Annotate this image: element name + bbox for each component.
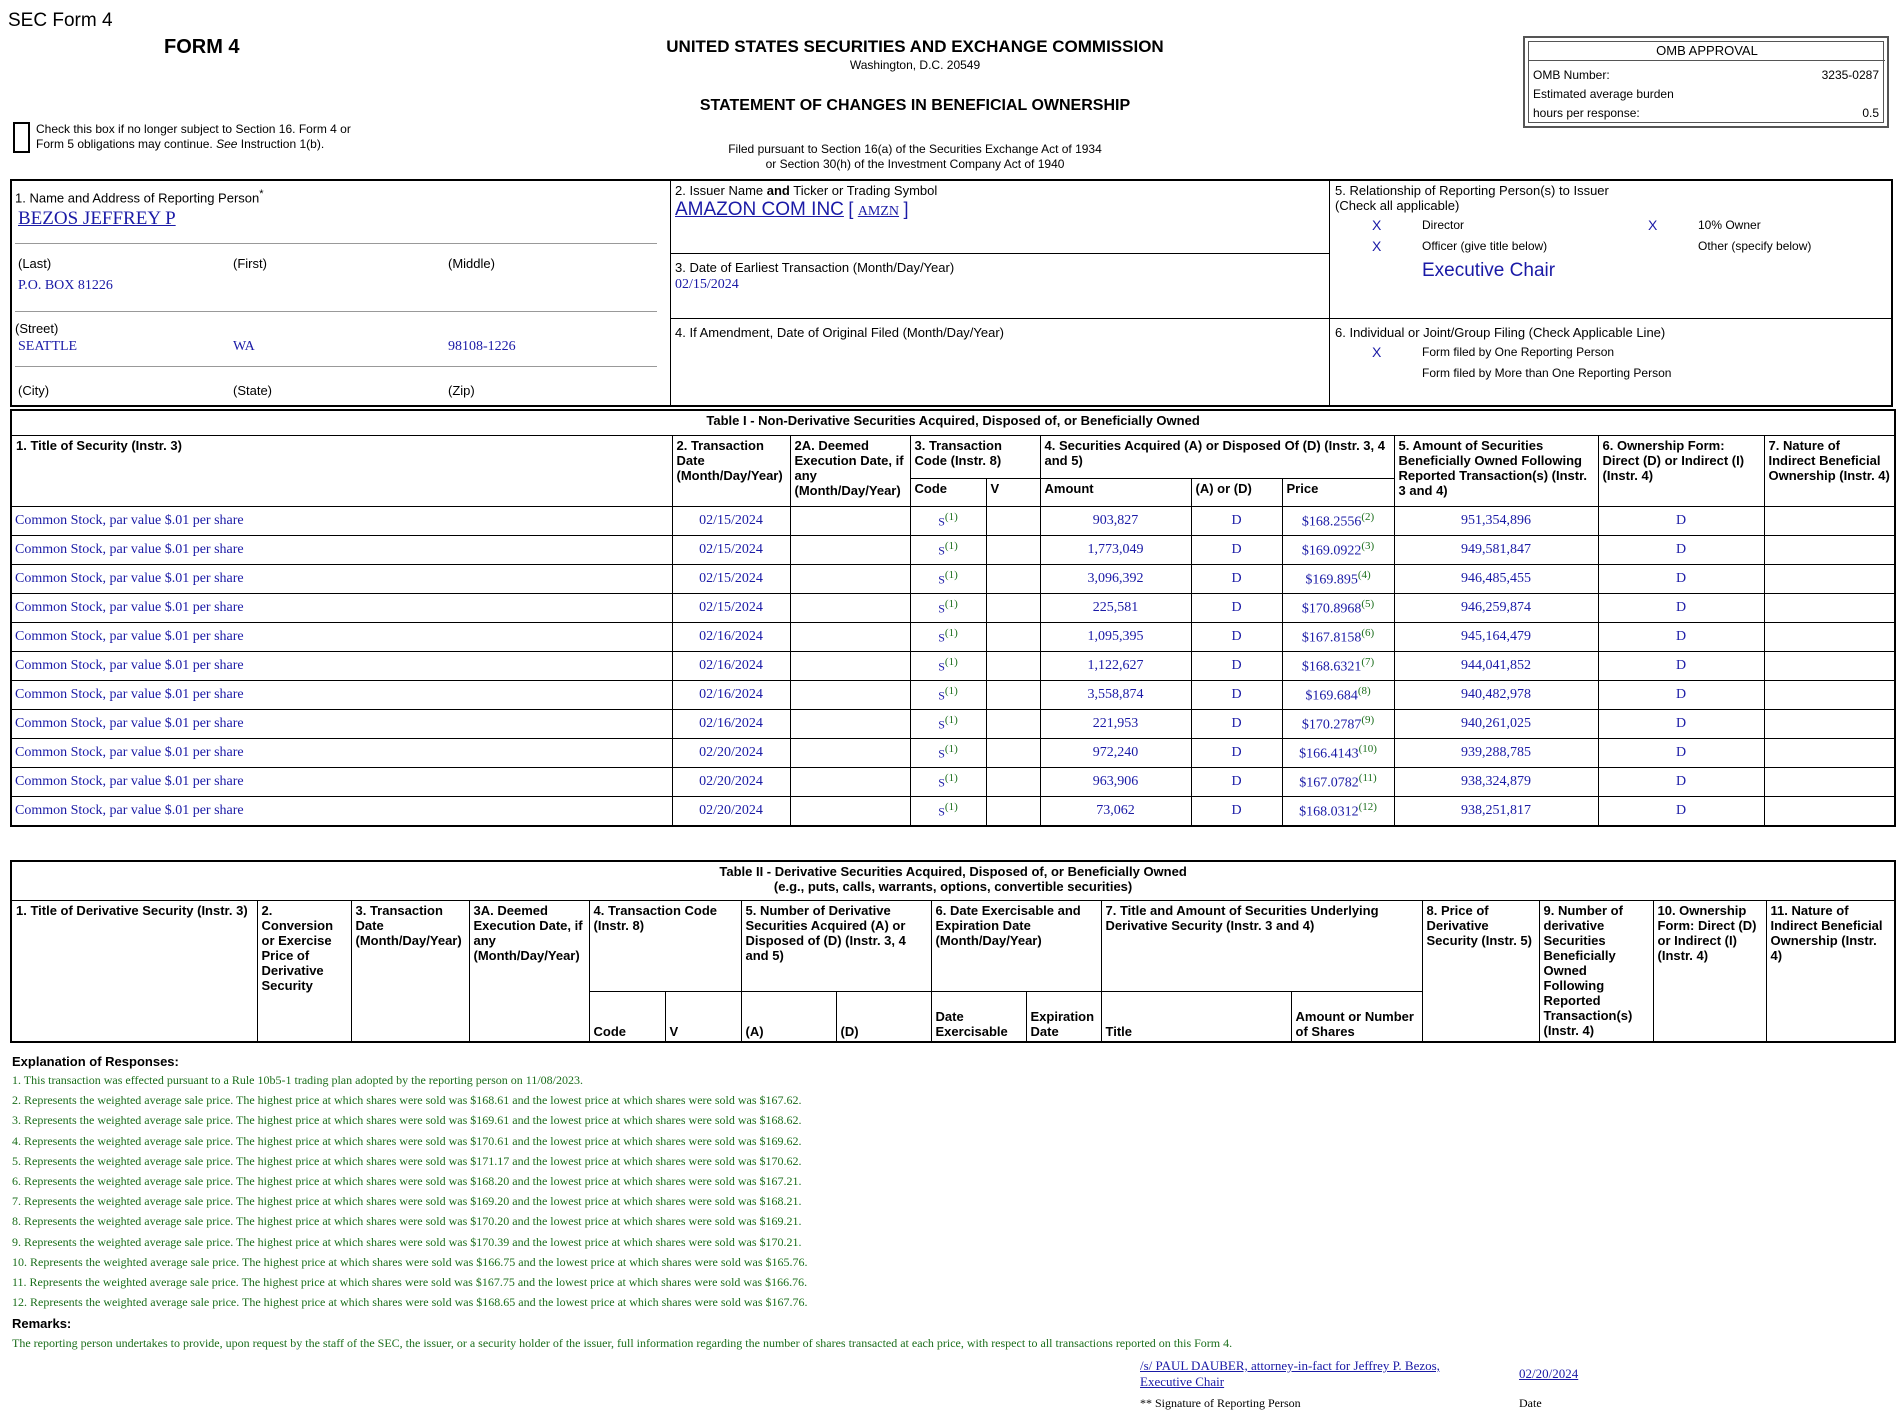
footnote-ref: (1) [944,598,958,611]
agency-title: UNITED STATES SECURITIES AND EXCHANGE COMMISSION [666,37,1164,56]
amount: 903,827 [1040,507,1191,536]
table-row [11,681,1895,710]
reporting-person-label: 1. Name and Address of Reporting Person* [15,188,264,206]
amount-owned: 939,288,785 [1394,739,1598,768]
first-label: (First) [233,256,267,271]
t2-h-underlying: 7. Title and Amount of Securities Underlying Derivative Security (Instr. 3 and 4) [1101,901,1422,992]
footnote-item: 7. Represents the weighted average sale price. The highest price at which shares were sold was $169.20 and the lowest price at which shares were sold was $168.21. [12,1194,802,1209]
filing-label: 6. Individual or Joint/Group Filing (Check Applicable Line) [1335,325,1666,340]
signature-caption: ** Signature of Reporting Person [1140,1396,1301,1410]
transaction-date: 02/15/2024 [672,565,790,594]
acquired-disposed: D [1191,623,1282,652]
t2-h-code-sub: Code [589,992,665,1043]
amount-owned: 938,324,879 [1394,768,1598,797]
sec-form-label: SEC Form 4 [8,10,113,31]
explanation-label: Explanation of Responses: [12,1054,179,1069]
ownership-form: D [1598,739,1764,768]
t2-h-date: 3. Transaction Date (Month/Day/Year) [351,901,469,1043]
amount-owned: 949,581,847 [1394,536,1598,565]
price: $168.6321$^{(7)}$ [1282,652,1394,681]
ownership-form: D [1598,536,1764,565]
deemed-date [790,507,910,536]
t1-h-ownership-form: 6. Ownership Form: Direct (D) or Indirect (I) (Instr. 4) [1598,436,1764,507]
omb-burden-2: hours per response: [1533,106,1640,120]
footnote-ref: (7) [1361,656,1375,669]
price: $170.8968$^{(5)}$ [1282,594,1394,623]
footnote-item: 4. Represents the weighted average sale price. The highest price at which shares were sold was $170.61 and the lowest price at which shares were sold was $169.62. [12,1133,802,1148]
amendment-label: 4. If Amendment, Date of Original Filed (Month/Day/Year) [675,325,1005,340]
remarks-label: Remarks: [12,1316,72,1331]
footnote-item: 2. Represents the weighted average sale price. The highest price at which shares were sold was $168.61 and the lowest price at which shares were sold was $167.62. [12,1093,802,1108]
agency-location: Washington, D.C. 20549 [849,58,981,72]
price: $169.0922$^{(3)}$ [1282,536,1394,565]
table-row [11,623,1895,652]
amount-owned: 945,164,479 [1394,623,1598,652]
deemed-date [790,739,910,768]
transaction-code: $S^{(1)}$ [910,652,986,681]
t2-h-number: 5. Number of Derivative Securities Acquired (A) or Disposed of (D) (Instr. 3, 4 and 5) [741,901,931,992]
footnote-ref: (5) [1361,598,1375,611]
box3-bottom [670,318,1330,319]
amount: 1,122,627 [1040,652,1191,681]
t1-h-acquired: 4. Securities Acquired (A) or Disposed Of (D) (Instr. 3, 4 and 5) [1040,436,1394,479]
form-title: FORM 4 [164,36,240,58]
table-row [11,797,1895,827]
t1-h-code-sub: Code [910,479,986,507]
t2-h-a-sub: (A) [741,992,836,1043]
ownership-form: D [1598,710,1764,739]
security-title: Common Stock, par value $.01 per share [11,768,672,797]
nature [1764,710,1895,739]
footnote-ref: (1) [944,656,958,669]
footnote-ref: (8) [1357,685,1371,698]
box1-divider-3 [15,366,657,367]
v-cell [986,681,1040,710]
box2-bottom [670,253,1330,254]
acquired-disposed: D [1191,739,1282,768]
amount-owned: 951,354,896 [1394,507,1598,536]
ownership-form: D [1598,623,1764,652]
address-value: P.O. BOX 81226 [18,278,113,293]
t2-h-title: 1. Title of Derivative Security (Instr. 3) [11,901,257,1043]
officer-title: Executive Chair [1422,260,1556,281]
security-title: Common Stock, par value $.01 per share [11,797,672,827]
nature [1764,623,1895,652]
table-1-title: Table I - Non-Derivative Securities Acquired, Disposed of, or Beneficially Owned [11,410,1895,436]
date-caption: Date [1519,1396,1542,1410]
table-row [11,565,1895,594]
deemed-date [790,594,910,623]
amount-owned: 938,251,817 [1394,797,1598,827]
signature-link[interactable]: /s/ PAUL DAUBER, attorney-in-fact for Jeffrey P. Bezos, Executive Chair [1140,1358,1440,1389]
t2-h-nature: 11. Nature of Indirect Beneficial Ownership (Instr. 4) [1766,901,1895,1043]
ownership-form: D [1598,565,1764,594]
acquired-disposed: D [1191,681,1282,710]
price: $170.2787$^{(9)}$ [1282,710,1394,739]
amount: 3,096,392 [1040,565,1191,594]
transaction-date: 02/20/2024 [672,768,790,797]
nature [1764,594,1895,623]
acquired-disposed: D [1191,594,1282,623]
deemed-date [790,768,910,797]
box1-divider-2 [15,311,657,312]
city-value: SEATTLE [18,339,78,354]
t1-h-amount-owned: 5. Amount of Securities Beneficially Owned Following Reported Transaction(s) (Instr. 3 and 4) [1394,436,1598,507]
transaction-date: 02/15/2024 [672,594,790,623]
t1-h-nature: 7. Nature of Indirect Beneficial Ownership (Instr. 4) [1764,436,1895,507]
price: $168.2556$^{(2)}$ [1282,507,1394,536]
transaction-code: $S^{(1)}$ [910,565,986,594]
footnote-ref: (1) [944,714,958,727]
state-value: WA [233,339,255,354]
security-title: Common Stock, par value $.01 per share [11,536,672,565]
t1-h-code: 3. Transaction Code (Instr. 8) [910,436,1040,479]
transaction-date: 02/16/2024 [672,710,790,739]
t2-h-owned: 9. Number of derivative Securities Beneficially Owned Following Reported Transaction(s) (Instr. 4) [1539,901,1653,1043]
relationship-label-2: (Check all applicable) [1335,198,1460,213]
ownership-form: D [1598,797,1764,827]
nature [1764,681,1895,710]
omb-hours: 0.5 [1862,106,1879,120]
footnote-ref: (1) [944,772,958,785]
omb-number-label: OMB Number: [1533,68,1610,82]
transaction-code: $S^{(1)}$ [910,797,986,827]
t1-h-price-sub: Price [1282,479,1394,507]
footnote-ref: (3) [1361,540,1375,553]
transaction-code: $S^{(1)}$ [910,507,986,536]
acquired-disposed: D [1191,797,1282,827]
v-cell [986,739,1040,768]
section16-text-1: Check this box if no longer subject to Section 16. Form 4 or [36,122,351,136]
footnote-item: 9. Represents the weighted average sale price. The highest price at which shares were sold was $170.39 and the lowest price at which shares were sold was $170.21. [12,1234,802,1249]
omb-approval-box [1523,36,1889,128]
t1-h-title: 1. Title of Security (Instr. 3) [11,436,672,507]
remarks-text: The reporting person undertakes to provide, upon request by the staff of the SEC, the issuer, or a security holder of the issuer, full information regarding the number of shares transacted at each price, with respect to all transactions reported on this Form 4. [12,1336,1233,1350]
ten-pct-label: 10% Owner [1698,218,1761,232]
omb-burden-1: Estimated average burden [1533,87,1674,101]
table-row [11,536,1895,565]
officer-check: X [1372,238,1382,254]
footnote-ref: (6) [1361,627,1375,640]
director-check: X [1372,217,1382,233]
t1-h-date: 2. Transaction Date (Month/Day/Year) [672,436,790,507]
zip-label: (Zip) [448,383,475,398]
transaction-code: $S^{(1)}$ [910,594,986,623]
footnote-item: 6. Represents the weighted average sale price. The highest price at which shares were sold was $168.20 and the lowest price at which shares were sold was $167.21. [12,1174,802,1188]
omb-title: OMB APPROVAL [1529,43,1885,61]
t2-h-exp-sub: Expiration Date [1026,992,1101,1043]
table-2-title: Table II - Derivative Securities Acquired, Disposed of, or Beneficially Owned (e.g., puts, calls, warrants, options, convertible securities) [11,861,1895,901]
t2-h-deemed: 3A. Deemed Execution Date, if any (Month/Day/Year) [469,901,589,1043]
acquired-disposed: D [1191,710,1282,739]
ownership-form: D [1598,594,1764,623]
price: $168.0312$^{(12)}$ [1282,797,1394,827]
deemed-date [790,536,910,565]
acquired-disposed: D [1191,536,1282,565]
amount-owned: 940,482,978 [1394,681,1598,710]
nature [1764,536,1895,565]
t1-h-deemed: 2A. Deemed Execution Date, if any (Month/Day/Year) [790,436,910,507]
nature [1764,652,1895,681]
t1-h-amount-sub: Amount [1040,479,1191,507]
issuer-value: AMAZON COM INC [ AMZN ] [675,199,909,220]
acquired-disposed: D [1191,565,1282,594]
footnote-ref: (11) [1358,772,1377,785]
officer-label: Officer (give title below) [1422,239,1548,253]
amount: 963,906 [1040,768,1191,797]
price: $169.684$^{(8)}$ [1282,681,1394,710]
more-person-label: Form filed by More than One Reporting Person [1422,366,1672,380]
transaction-code: $S^{(1)}$ [910,710,986,739]
footnote-item: 10. Represents the weighted average sale price. The highest price at which shares were sold was $166.75 and the lowest price at which shares were sold was $165.76. [12,1254,808,1269]
t2-h-code: 4. Transaction Code (Instr. 8) [589,901,741,992]
last-label: (Last) [18,256,52,271]
acquired-disposed: D [1191,652,1282,681]
transaction-date: 02/15/2024 [672,536,790,565]
state-label: (State) [233,383,273,398]
omb-number: 3235-0287 [1821,68,1879,82]
zip-value: 98108-1226 [448,339,516,354]
v-cell [986,507,1040,536]
t2-h-d-sub: (D) [836,992,931,1043]
acquired-disposed: D [1191,768,1282,797]
v-cell [986,536,1040,565]
issuer-link[interactable]: AMAZON COM INC [675,199,844,220]
amount: 972,240 [1040,739,1191,768]
deemed-date [790,710,910,739]
other-label: Other (specify below) [1698,239,1812,253]
footnote-item: 11. Represents the weighted average sale price. The highest price at which shares were sold was $167.75 and the lowest price at which shares were sold was $166.76. [12,1275,808,1289]
box5-bottom [1330,318,1893,319]
v-cell [986,623,1040,652]
deemed-date [790,623,910,652]
footnote-ref: (1) [944,743,958,756]
nature [1764,768,1895,797]
relationship-label-1: 5. Relationship of Reporting Person(s) to Issuer [1335,183,1609,198]
table-row [11,710,1895,739]
t2-h-exercisable: 6. Date Exercisable and Expiration Date (Month/Day/Year) [931,901,1101,992]
acquired-disposed: D [1191,507,1282,536]
t2-h-conversion: 2. Conversion or Exercise Price of Derivative Security [257,901,351,1043]
transaction-code: $S^{(1)}$ [910,681,986,710]
amount-owned: 940,261,025 [1394,710,1598,739]
v-cell [986,565,1040,594]
t2-h-underlying-title-sub: Title [1101,992,1291,1043]
t2-h-v-sub: V [665,992,741,1043]
middle-label: (Middle) [448,256,495,271]
v-cell [986,768,1040,797]
t2-h-date-ex-sub: Date Exercisable [931,992,1026,1043]
deemed-date [790,565,910,594]
price: $167.0782$^{(11)}$ [1282,768,1394,797]
t2-h-ownership-form: 10. Ownership Form: Direct (D) or Indirect (I) (Instr. 4) [1653,901,1766,1043]
v-cell [986,797,1040,827]
footnote-item: 3. Represents the weighted average sale price. The highest price at which shares were sold was $169.61 and the lowest price at which shares were sold was $168.62. [12,1113,802,1128]
t2-h-price: 8. Price of Derivative Security (Instr. 5) [1422,901,1539,1043]
v-cell [986,710,1040,739]
transaction-date: 02/15/2024 [672,507,790,536]
footnote-ref: (10) [1358,743,1377,756]
ownership-form: D [1598,768,1764,797]
signature-date[interactable]: 02/20/2024 [1519,1366,1579,1381]
security-title: Common Stock, par value $.01 per share [11,565,672,594]
director-label: Director [1422,218,1465,232]
t1-h-v-sub: V [986,479,1040,507]
transaction-date: 02/16/2024 [672,623,790,652]
ownership-form: D [1598,681,1764,710]
security-title: Common Stock, par value $.01 per share [11,507,672,536]
nature [1764,565,1895,594]
amount: 3,558,874 [1040,681,1191,710]
amount: 1,773,049 [1040,536,1191,565]
ownership-form: D [1598,652,1764,681]
earliest-transaction-label: 3. Date of Earliest Transaction (Month/Day/Year) [675,260,955,275]
security-title: Common Stock, par value $.01 per share [11,739,672,768]
v-cell [986,594,1040,623]
box1-divider-1 [15,243,657,244]
footnote-item: 1. This transaction was effected pursuant to a Rule 10b5-1 trading plan adopted by the reporting person on 11/08/2023. [12,1073,583,1087]
amount: 73,062 [1040,797,1191,827]
footnote-ref: (1) [944,569,958,582]
amount-owned: 946,259,874 [1394,594,1598,623]
section16-text-2: Form 5 obligations may continue. See Instruction 1(b). [36,137,325,151]
transaction-code: $S^{(1)}$ [910,768,986,797]
v-cell [986,652,1040,681]
transaction-date: 02/20/2024 [672,797,790,827]
price: $166.4143$^{(10)}$ [1282,739,1394,768]
footnote-ref: (1) [944,627,958,640]
amount-owned: 946,485,455 [1394,565,1598,594]
security-title: Common Stock, par value $.01 per share [11,710,672,739]
amount: 1,095,395 [1040,623,1191,652]
transaction-code: $S^{(1)}$ [910,536,986,565]
security-title: Common Stock, par value $.01 per share [11,594,672,623]
table-2-derivative [10,860,1896,1043]
price: $169.895$^{(4)}$ [1282,565,1394,594]
amount: 225,581 [1040,594,1191,623]
nature [1764,507,1895,536]
table-row [11,739,1895,768]
filed-line-2: or Section 30(h) of the Investment Company Act of 1940 [765,157,1065,171]
nature [1764,797,1895,827]
footnote-item: 8. Represents the weighted average sale price. The highest price at which shares were sold was $170.20 and the lowest price at which shares were sold was $169.21. [12,1214,802,1229]
amount: 221,953 [1040,710,1191,739]
transaction-date: 02/16/2024 [672,681,790,710]
filed-line-1: Filed pursuant to Section 16(a) of the Securities Exchange Act of 1934 [728,142,1102,156]
table-row [11,768,1895,797]
t2-h-underlying-amount-sub: Amount or Number of Shares [1291,992,1422,1043]
footnote-ref: (1) [944,540,958,553]
statement-title: STATEMENT OF CHANGES IN BENEFICIAL OWNERSHIP [699,97,1131,114]
footnote-ref: (1) [944,685,958,698]
deemed-date [790,681,910,710]
transaction-code: $S^{(1)}$ [910,623,986,652]
security-title: Common Stock, par value $.01 per share [11,623,672,652]
deemed-date [790,797,910,827]
t1-h-aord-sub: (A) or (D) [1191,479,1282,507]
footnote-ref: (2) [1361,511,1375,524]
footnote-ref: (12) [1358,801,1377,814]
security-title: Common Stock, par value $.01 per share [11,681,672,710]
ten-pct-check: X [1648,217,1658,233]
footnote-ref: (1) [944,801,958,814]
city-label: (City) [18,383,50,398]
ticker-link[interactable]: AMZN [857,204,900,219]
table-row [11,507,1895,536]
footnote-ref: (9) [1361,714,1375,727]
footnote-ref: (1) [944,511,958,524]
nature [1764,739,1895,768]
section16-checkbox[interactable] [13,122,30,153]
deemed-date [790,652,910,681]
table-row [11,594,1895,623]
footnote-ref: (4) [1357,569,1371,582]
amount-owned: 944,041,852 [1394,652,1598,681]
transaction-code: $S^{(1)}$ [910,739,986,768]
one-person-check: X [1372,344,1382,360]
table-1-non-derivative [10,409,1896,827]
ownership-form: D [1598,507,1764,536]
price: $167.8158$^{(6)}$ [1282,623,1394,652]
table-row [11,652,1895,681]
issuer-label: 2. Issuer Name and Ticker or Trading Symbol [675,183,938,198]
street-label: (Street) [15,321,59,336]
reporting-person-link[interactable]: BEZOS JEFFREY P [18,208,176,229]
transaction-date: 02/16/2024 [672,652,790,681]
security-title: Common Stock, par value $.01 per share [11,652,672,681]
footnote-item: 12. Represents the weighted average sale price. The highest price at which shares were sold was $168.65 and the lowest price at which shares were sold was $167.76. [12,1295,808,1310]
transaction-date: 02/20/2024 [672,739,790,768]
one-person-label: Form filed by One Reporting Person [1422,345,1615,359]
earliest-transaction-date: 02/15/2024 [675,277,739,292]
footnote-item: 5. Represents the weighted average sale price. The highest price at which shares were sold was $171.17 and the lowest price at which shares were sold was $170.62. [12,1153,802,1168]
